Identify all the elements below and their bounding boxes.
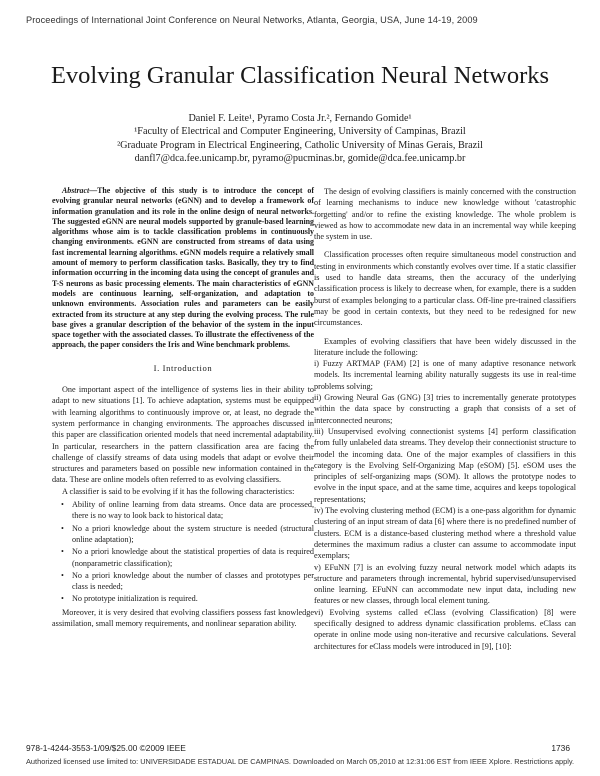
author-block — [0, 112, 600, 166]
affiliation-1: ¹Faculty of Electrical and Computer Engineering, University of Campinas, Brazil — [134, 126, 466, 138]
list-item: • No a priori knowledge about the statistical properties of data is required (nonparametric classification); — [72, 546, 314, 569]
characteristics-list — [52, 499, 314, 605]
list-item: ii) Growing Neural Gas (GNG) [3] tries to incrementally generate prototypes within the data space by constructing a graph that consists of a set of interconnected neurons; — [314, 393, 576, 425]
left-column — [52, 186, 314, 629]
footer-isbn: 978-1-4244-3553-1/09/$25.00 ©2009 IEEE — [26, 743, 186, 753]
list-item: • No a priori knowledge about the system structure is needed (structural online adaptation); — [72, 523, 314, 546]
intro-paragraph-3: Moreover, it is very desired that evolving classifiers possess fast knowledge assimilation, small memory requirements, and nonlinear separation ability. — [52, 607, 314, 628]
list-item: • No prototype initialization is required. — [72, 593, 314, 604]
page-number: 1736 — [551, 743, 570, 753]
list-item: i) Fuzzy ARTMAP (FAM) [2] is one of many adaptive resonance network models. Its incremental learning ability naturally suggests its use in real-time problems solving; — [314, 359, 576, 391]
list-item: • Ability of online learning from data streams. Once data are processed, there is no way to look back to historical data; — [72, 499, 314, 522]
intro-paragraph-2: A classifier is said to be evolving if it has the following characteristics: — [62, 486, 295, 496]
abstract-text: —The objective of this study is to introduce the concept of evolving granular neural networks (eGNN) and to develop a framework of information granulation and its role in the online design of neural networks. The suggested eGNN are neural models supported by granule-based learning algorithms whose aim is to tackle classification problems in continuously changing environments. eGNN are constructed from streams of data using fast incremental learning algorithms. eGNN models require a relatively small amount of memory to perform classification tasks. Basically, they try to find information occurring in the incoming data using the concept of granules and T-S neurons as basic processing elements. The main characteristics of eGNN models are continuous learning, self-organization, and adaptation to unknown environments. Association rules and parameters can be easily extracted from its structure at any step during the evolving process. The rule base gives a granular description of the behavior of the system in the input space together with the associated classes. To illustrate the effectiveness of the approach, the paper considers the Iris and Wine benchmark problems. — [52, 186, 314, 350]
download-notice: Authorized licensed use limited to: UNIVERSIDADE ESTADUAL DE CAMPINAS. Downloaded on March 05,2010 at 12:31:06 EST from IEEE Xplore. Restrictions apply. — [26, 757, 575, 766]
affiliation-2: ²Graduate Program in Electrical Engineering, Catholic University of Minas Gerais, Brazil — [117, 139, 483, 151]
right-paragraph-2: Classification processes often require simultaneous model construction and testing in environments which constantly evolves over time. If a static classifier is used to handle data streams, then the accuracy of the underlying classification process is likely to decrease when, for example, there is a sudden burst of examples belonging to a particular class. Off-line pre-trained classifiers may be good in certain contexts, but they need to be redesigned for new circumstances. — [314, 250, 576, 328]
author-emails: danfl7@dca.fee.unicamp.br, pyramo@pucminas.br, gomide@dca.fee.unicamp.br — [134, 153, 466, 165]
list-item: v) EFuNN [7] is an evolving fuzzy neural network model which adapts its structure and parameters through incremental, hybrid supervised/unsupervised online learning. EFuNN can accommodate new input data, including new features or new classes, through local element tuning. — [314, 562, 576, 606]
list-item: iv) The evolving clustering method (ECM) is a one-pass algorithm for dynamic clustering of an input stream of data [6] where there is no predefined number of clusters. ECM is a distance-based clustering method where a threshold value determines the maximum radius a cluster can assume to accommodate input exemplars; — [314, 506, 576, 561]
running-head: Proceedings of International Joint Conference on Neural Networks, Atlanta, Georgia, USA, June 14-19, 2009 — [26, 15, 478, 25]
right-column — [314, 186, 576, 652]
abstract-label: Abstract — [62, 186, 90, 195]
right-paragraph-3: Examples of evolving classifiers that have been widely discussed in the literature include the following: — [314, 336, 576, 357]
section-heading-introduction: I. Introduction — [153, 362, 213, 373]
intro-paragraph-1: One important aspect of the intelligence of systems lies in their ability to adapt to new situations [1]. To achieve adaptation, systems must be equipped with learning algorithms to continuously improve or, at least, no degrade the system performance in changing environments. The approaches discussed in this paper are classification oriented models that need incremental adaptability. In particular, researchers in the pattern classification area are facing the challenge of classify streams of data using models that adapt or evolve their structures and parameters based on possible new information contained in the data. These are online models often referred to as evolving classifiers. — [52, 385, 314, 485]
list-item: • No a priori knowledge about the number of classes and prototypes per class is needed; — [72, 570, 314, 593]
list-item: vi) Evolving systems called eClass (evolving Classification) [8] were specifically designed to address dynamic classification problems. eClass can operate in online mode using non-iterative and recursive calculations. Several architectures for eClass models were introduced in [9], [10]: — [314, 607, 576, 651]
list-item: iii) Unsupervised evolving connectionist systems [4] perform classification from fully unlabeled data streams. They develop their connectionist structure to model the incoming data. One of the major examples of classifiers in this category is the Evolving Self-Organizing Map (eSOM) [5]. eSOM uses the principles of self-organizing maps (SOM). It allows the prototype nodes to evolve in the input space, and at the same time, acquires and keeps topological representations; — [314, 426, 576, 504]
author-names: Daniel F. Leite¹, Pyramo Costa Jr.², Fernando Gomide¹ — [188, 113, 412, 124]
paper-title: Evolving Granular Classification Neural Networks — [50, 62, 550, 89]
abstract — [52, 186, 314, 351]
right-paragraph-1: The design of evolving classifiers is mainly concerned with the construction of learning mechanisms to induce new knowledge without 'catastrophic forgetting' and/or to refine the existing knowledge. The whole problem is viewed as how to accommodate new data in an incremental way while keeping the system in use. — [314, 187, 576, 242]
